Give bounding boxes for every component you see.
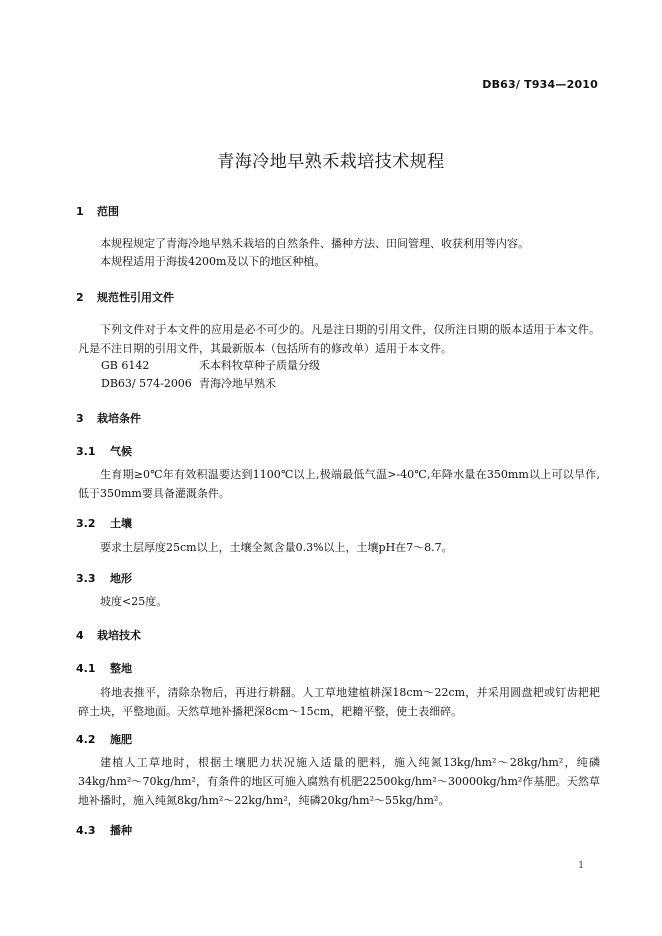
- section-1-heading: [76, 203, 119, 219]
- paragraph: 本规程适用于海拔4200m及以下的地区种植。: [100, 255, 326, 268]
- subsection-number: 3.3: [76, 572, 96, 585]
- reference-item: [101, 357, 320, 373]
- subsection-title: 气候: [110, 445, 132, 458]
- section-number: 4: [76, 629, 84, 642]
- section-title: 规范性引用文件: [97, 291, 174, 304]
- section-title: 范围: [97, 205, 119, 218]
- subsection-number: 4.1: [76, 662, 96, 675]
- paragraph: 坡度<25度。: [100, 595, 168, 608]
- section-4-heading: [76, 627, 141, 643]
- subsection-title: 土壤: [110, 517, 132, 530]
- paragraph: 要求土层厚度25cm以上，土壤全氮含量0.3%以上，土壤pH在7～8.7。: [100, 541, 453, 554]
- subsection-title: 播种: [110, 824, 132, 837]
- subsection-number: 4.3: [76, 824, 96, 837]
- document-title: 青海冷地早熟禾栽培技术规程: [217, 152, 445, 172]
- reference-title: 禾本科牧草种子质量分级: [199, 359, 320, 372]
- subsection-3-1-heading: [76, 443, 132, 459]
- paragraph: 下列文件对于本文件的应用是必不可少的。凡是注日期的引用文件，仅所注日期的版本适用于本文件。凡是不注日期的引用文件，其最新版本（包括所有的修改单）适用于本文件。: [78, 323, 600, 355]
- subsection-3-3-heading: [76, 570, 132, 586]
- section-title: 栽培技术: [97, 629, 141, 642]
- reference-title: 青海冷地早熟禾: [199, 377, 276, 390]
- paragraph: 生育期≥0℃年有效积温要达到1100℃以上,极端最低气温>-40℃,年降水量在350mm以上可以旱作,低于350mm要具备灌溉条件。: [78, 468, 600, 500]
- reference-code: GB 6142: [101, 359, 150, 372]
- section-3-heading: [76, 410, 141, 426]
- section-number: 1: [76, 205, 84, 218]
- subsection-number: 3.1: [76, 445, 96, 458]
- paragraph: 本规程规定了青海冷地早熟禾栽培的自然条件、播种方法、田间管理、收获利用等内容。: [100, 237, 529, 250]
- section-number: 2: [76, 291, 84, 304]
- subsection-3-2-heading: [76, 515, 132, 531]
- paragraph: 建植人工草地时，根据土壤肥力状况施入适量的肥料，施入纯氮13kg/hm²～28kg/hm²，纯磷34kg/hm²～70kg/hm²，有条件的地区可施入腐熟有机肥22500kg/hm²～30000kg/hm²作基肥。天然草地补播时，施入纯氮8kg/hm²～22kg/hm²，纯磷20kg/hm²～55kg/hm²。: [78, 756, 600, 807]
- reference-item: [101, 375, 276, 391]
- subsection-4-3-heading: [76, 822, 132, 838]
- subsection-number: 3.2: [76, 517, 96, 530]
- section-2-heading: [76, 289, 174, 305]
- subsection-number: 4.2: [76, 733, 96, 746]
- subsection-title: 地形: [110, 572, 132, 585]
- subsection-4-2-heading: [76, 731, 132, 747]
- subsection-title: 施肥: [110, 733, 132, 746]
- section-title: 栽培条件: [97, 412, 141, 425]
- paragraph: 将地表推平，清除杂物后，再进行耕翻。人工草地建植耕深18cm～22cm，并采用圆盘耙或钉齿耙耙碎土块，平整地面。天然草地补播耙深8cm～15cm，耙耱平整，使土表细碎。: [78, 686, 600, 718]
- reference-code: DB63/ 574-2006: [101, 377, 192, 390]
- page-number: 1: [578, 861, 584, 871]
- subsection-title: 整地: [110, 662, 132, 675]
- section-number: 3: [76, 412, 84, 425]
- standard-code: DB63/ T934—2010: [482, 78, 598, 91]
- subsection-4-1-heading: [76, 660, 132, 676]
